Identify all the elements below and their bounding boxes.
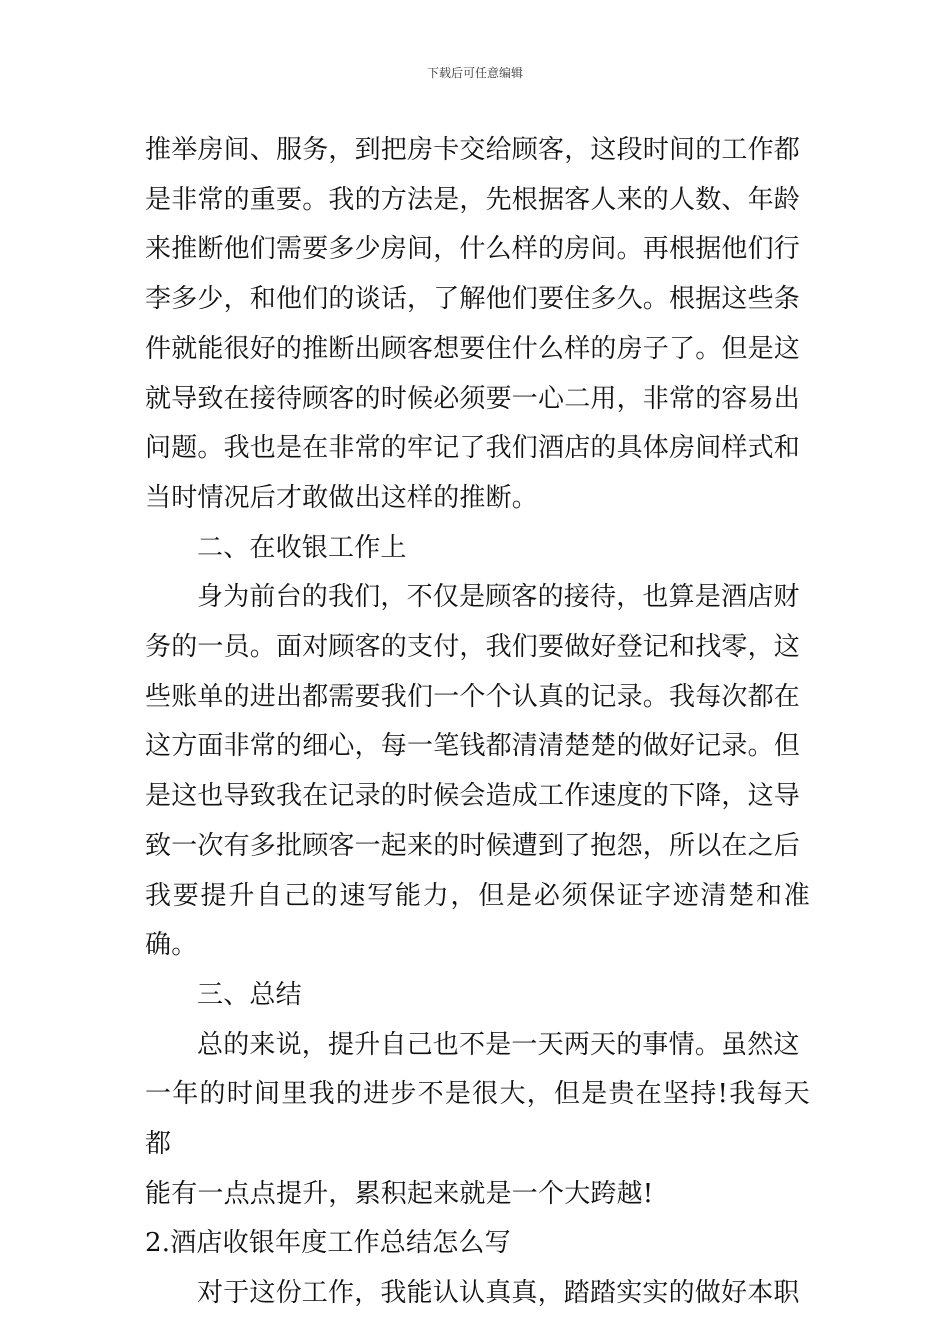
paragraph-article-2-intro: 对于这份工作，我能认认真真，踏踏实实的做好本职 [197, 1278, 800, 1309]
paragraph-summary: 总的来说，提升自己也不是一天两天的事情。虽然这 一年的时间里我的进步不是很大，但是贵在坚持!我每天都 能有一点点提升，累积起来就是一个大跨越! [145, 1029, 810, 1209]
paragraph-front-desk-reception: 推举房间、服务，到把房卡交给顾客，这段时间的工作都 是非常的重要。我的方法是，先根据客人来的人数、年龄 来推断他们需要多少房间，什么样的房间。再根据他们行 李多少，和他们的谈话，了解他们要住多久。根据这些条 件就能很好的推断出顾客想要住什么样的房子了。但是这 就导致在接待顾客的时候必须要一心二用，非常的容易出 问题。我也是在非常的牢记了我们酒店的具体房间样式和 当时情况后才敢做出这样的推断。 [145, 135, 801, 513]
article-title-2: 2.酒店收银年度工作总结怎么写 [145, 1228, 511, 1259]
page-header: 下载后可任意编辑 [426, 66, 523, 80]
section-heading-summary: 三、总结 [197, 979, 302, 1010]
document-body [145, 126, 810, 1319]
paragraph-cashier-work: 身为前台的我们，不仅是顾客的接待，也算是酒店财 务的一员。面对顾客的支付，我们要做好登记和找零，这 些账单的进出都需要我们一个个认真的记录。我每次都在 这方面非常的细心，每一笔钱都清清楚楚的做好记录。但 是这也导致我在记录的时候会造成工作速度的下降，这导 致一次有多批顾客一起来的时候遭到了抱怨，所以在之后 我要提升自己的速写能力，但是必须保证字迹清楚和准确。 [145, 582, 810, 961]
section-heading-cashier: 二、在收银工作上 [197, 532, 407, 563]
